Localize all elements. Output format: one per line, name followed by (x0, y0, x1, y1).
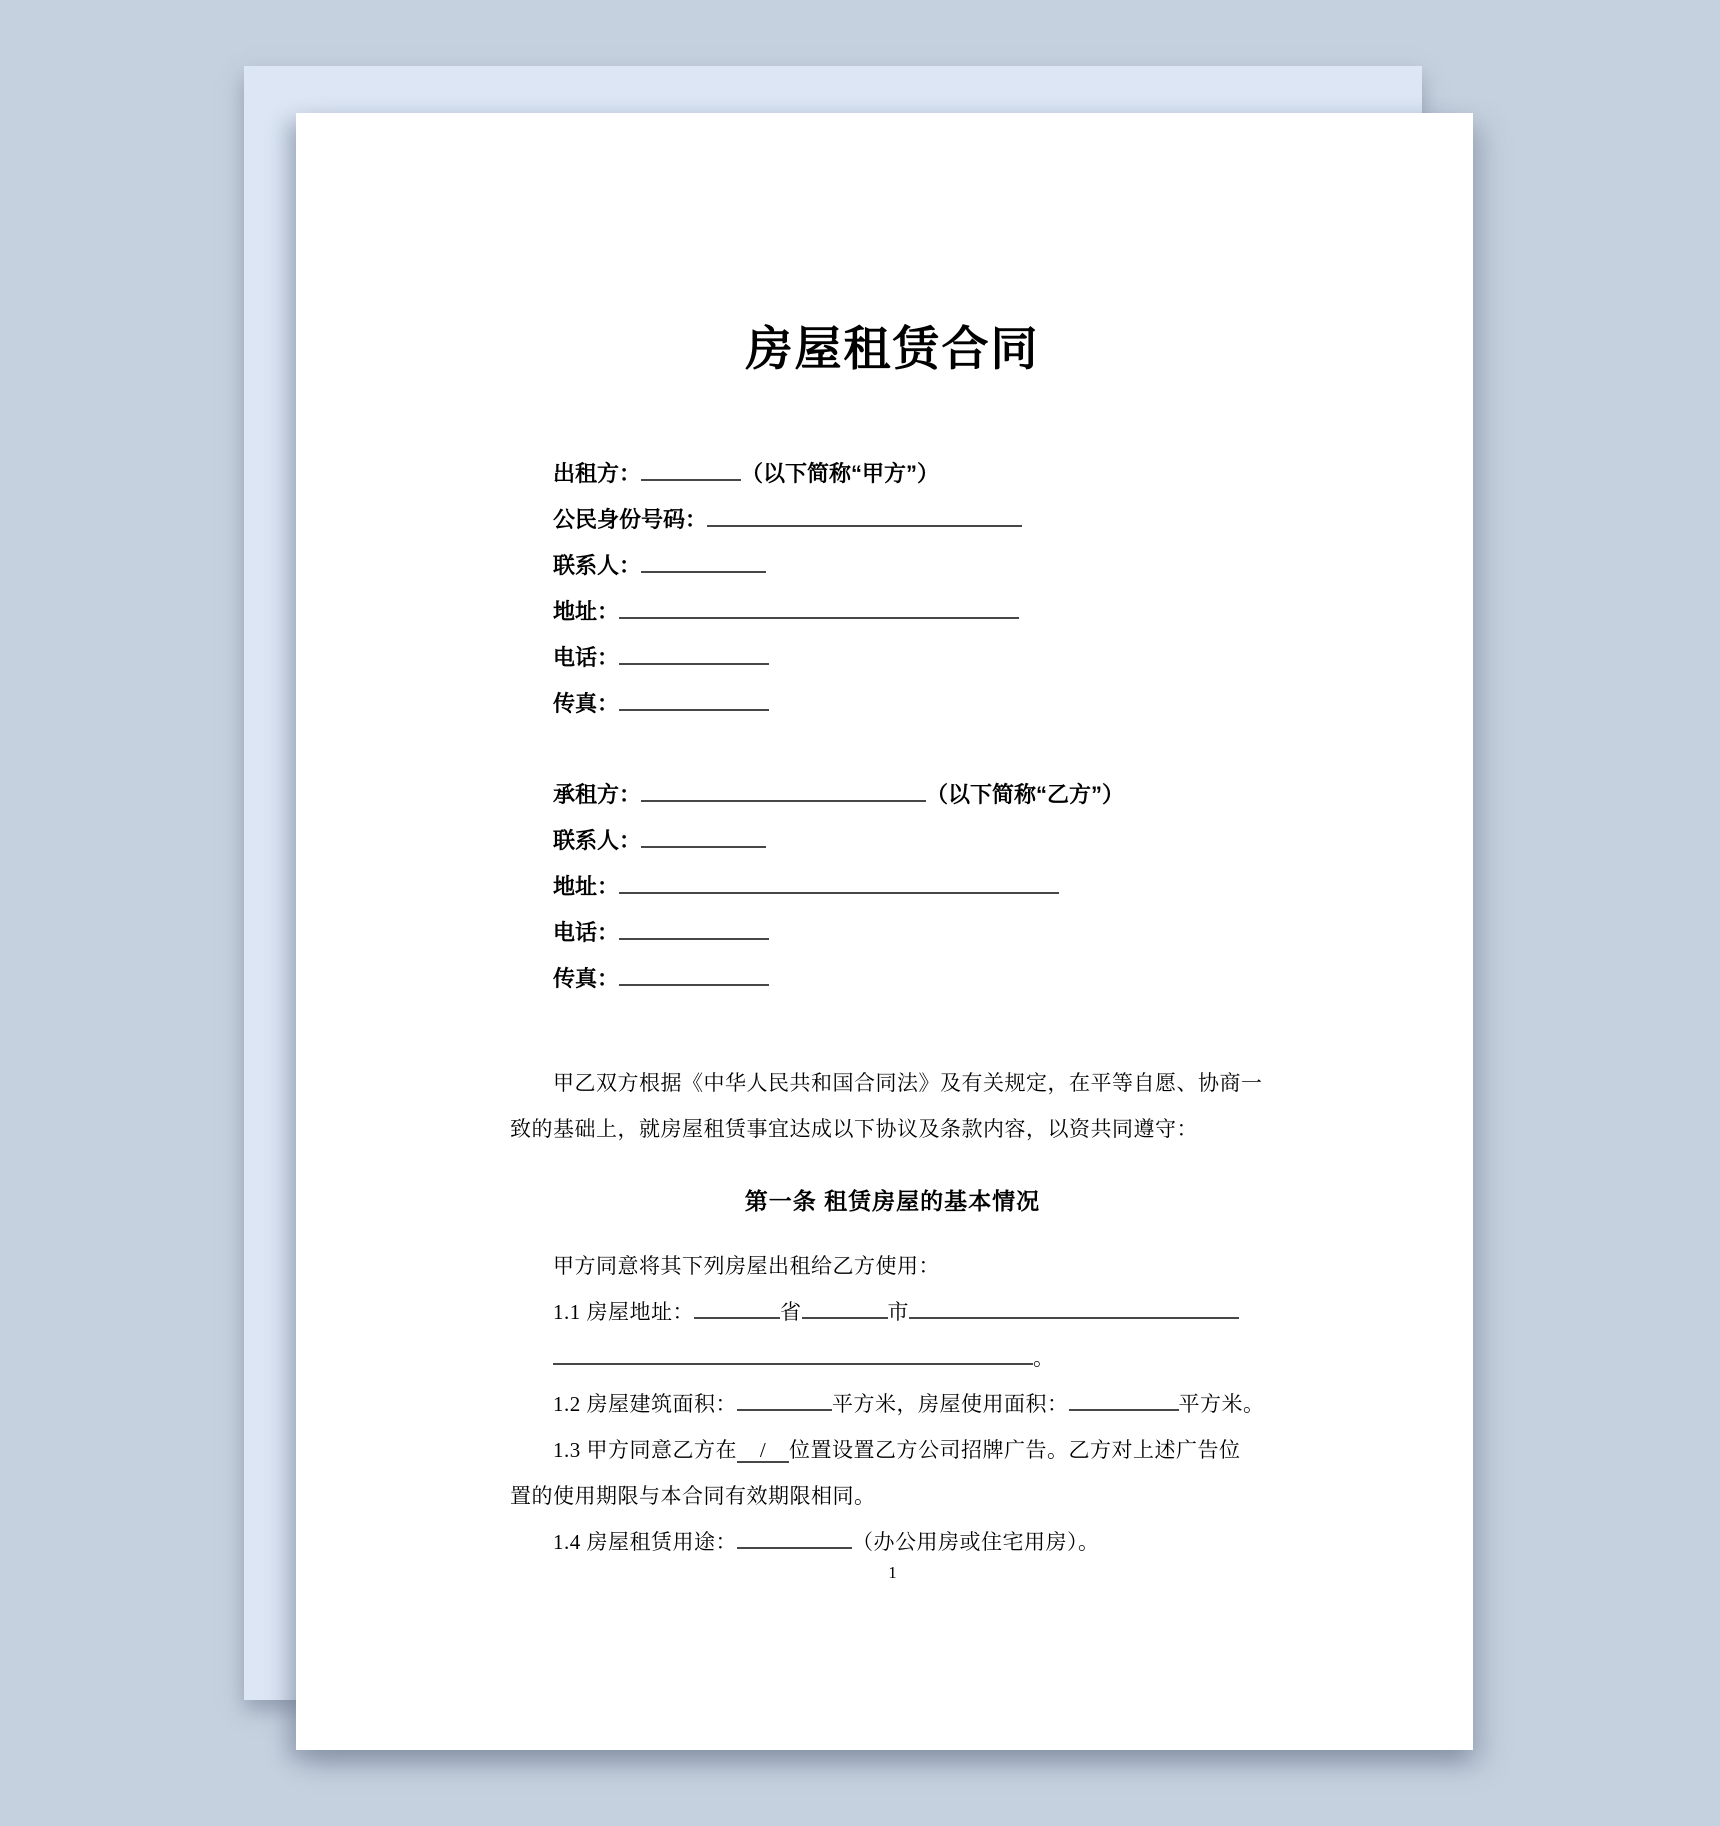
line-text: 联系人： (553, 553, 642, 578)
page-number: 1 (888, 1563, 897, 1582)
contract-line (510, 910, 1275, 956)
contract-line (510, 1243, 1275, 1289)
contract-line (510, 543, 1275, 589)
contract-line (510, 772, 1275, 818)
preamble-paragraph (510, 1060, 1275, 1152)
line-text: 市 (887, 1300, 909, 1324)
contract-line (510, 1427, 1275, 1473)
line-text: 1.2 房屋建筑面积： (553, 1392, 737, 1416)
blank-underline (619, 641, 769, 665)
line-text: 平方米，房屋使用面积： (832, 1392, 1069, 1416)
blank-underline (737, 1525, 852, 1549)
blank-underline (619, 916, 769, 940)
contract-line (510, 956, 1275, 1002)
blank-underline (641, 824, 766, 848)
blank-underline: / (737, 1439, 789, 1463)
page-title: 房屋租赁合同 (745, 322, 1040, 375)
line-text: 位置设置乙方公司招牌广告。乙方对上述广告位 (789, 1438, 1241, 1462)
contract-line (510, 681, 1275, 727)
contract-line (510, 1519, 1275, 1565)
line-text: （办公用房或住宅用房）。 (852, 1530, 1100, 1554)
line-text: 甲方同意将其下列房屋出租给乙方使用： (553, 1254, 940, 1278)
blank-underline (694, 1295, 780, 1319)
contract-line (510, 497, 1275, 543)
blank-underline (619, 962, 769, 986)
blank-underline (737, 1387, 832, 1411)
contract-line (510, 864, 1275, 910)
contract-page (296, 113, 1473, 1750)
contract-line (510, 589, 1275, 635)
line-text: 电话： (553, 920, 620, 945)
line-text: 地址： (553, 599, 620, 624)
blank-underline (641, 549, 766, 573)
line-text: 致的基础上，就房屋租赁事宜达成以下协议及条款内容，以资共同遵守： (510, 1117, 1198, 1141)
line-text: 公民身份号码： (553, 507, 708, 532)
blank-underline (619, 870, 1059, 894)
line-text: 承租方： (553, 782, 642, 807)
line-text: 传真： (553, 691, 620, 716)
blank-underline (802, 1295, 888, 1319)
contract-line (510, 1106, 1275, 1152)
line-text: 平方米。 (1178, 1392, 1265, 1416)
blank-underline (619, 687, 769, 711)
contract-line (510, 1335, 1275, 1381)
blank-underline (1069, 1387, 1179, 1411)
section-clauses (510, 1243, 1275, 1565)
blank-underline (909, 1295, 1239, 1319)
lessor-fields (510, 451, 1275, 727)
blank-underline (641, 457, 741, 481)
section-heading: 第一条 租赁房屋的基本情况 (744, 1188, 1041, 1214)
line-text: 省 (780, 1300, 802, 1324)
blank-underline (641, 778, 926, 802)
contract-line (510, 1289, 1275, 1335)
line-text: 。 (1033, 1346, 1055, 1370)
contract-line (510, 635, 1275, 681)
line-text: 电话： (553, 645, 620, 670)
line-text: 1.4 房屋租赁用途： (553, 1530, 737, 1554)
line-text: 甲乙双方根据《中华人民共和国合同法》及有关规定，在平等自愿、协商一 (553, 1071, 1263, 1095)
line-text: 传真： (553, 966, 620, 991)
line-text: 地址： (553, 874, 620, 899)
contract-line (510, 1060, 1275, 1106)
line-text: （以下简称“甲方”） (741, 461, 940, 486)
blank-underline (553, 1341, 1033, 1365)
line-text: 置的使用期限与本合同有效期限相同。 (510, 1484, 876, 1508)
line-text: 1.1 房屋地址： (553, 1300, 694, 1324)
blank-underline (707, 503, 1022, 527)
line-text: 联系人： (553, 828, 642, 853)
contract-line (510, 1381, 1275, 1427)
blank-underline (619, 595, 1019, 619)
line-text: （以下简称“乙方”） (926, 782, 1125, 807)
lessee-fields (510, 772, 1275, 1002)
line-text: 出租方： (553, 461, 642, 486)
contract-line (510, 1473, 1275, 1519)
contract-line (510, 451, 1275, 497)
line-text: 1.3 甲方同意乙方在 (553, 1438, 737, 1462)
contract-line (510, 818, 1275, 864)
